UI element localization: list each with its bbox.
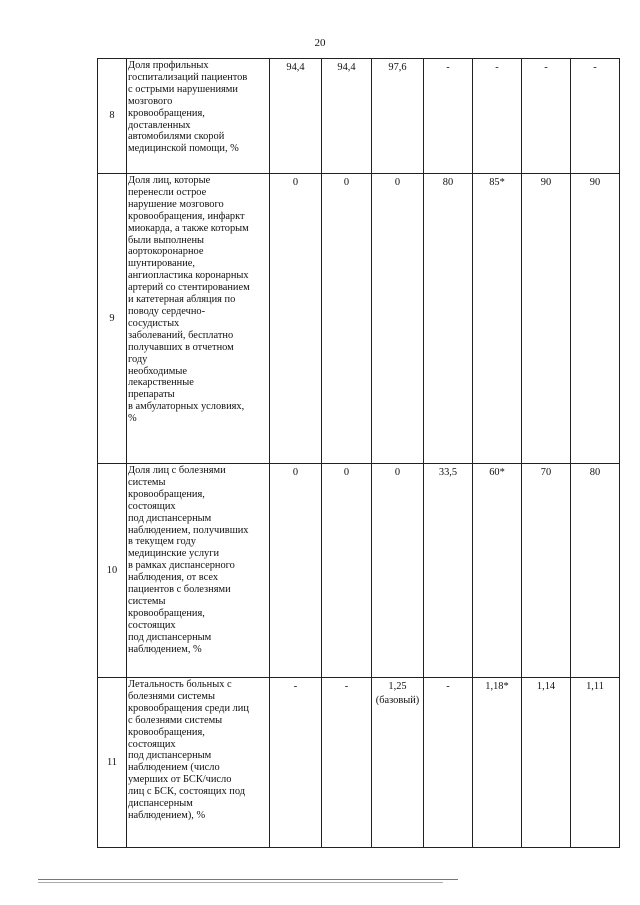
description-line: медицинской помощи, %	[128, 143, 239, 155]
description-line: кровообращения, инфаркт	[128, 210, 245, 222]
value-cell	[424, 678, 473, 848]
description-line: получавших в отчетном	[128, 341, 234, 353]
value-cell	[522, 464, 571, 678]
description-line: кровообращения среди лиц	[128, 702, 249, 714]
description-line: артерий со стентированием	[128, 282, 250, 294]
value-cell	[270, 59, 322, 174]
description-line: состоящих	[128, 619, 176, 631]
description-line: году	[128, 353, 148, 365]
description-line: %	[128, 413, 137, 425]
row-number: 11	[98, 678, 127, 848]
description-line: диспансерным	[128, 798, 193, 810]
description-line: пациентов с болезнями	[128, 584, 231, 596]
value-cell	[571, 174, 620, 464]
description-line: перенесли острое	[128, 186, 207, 198]
description-line: кровообращения,	[128, 726, 205, 738]
value-text: 1,18*	[485, 681, 509, 692]
indicator-description	[127, 59, 270, 174]
description-line: системы	[128, 476, 166, 488]
footer-rule	[38, 879, 458, 880]
value-text: -	[446, 62, 450, 73]
value-text: (базовый)	[375, 694, 420, 706]
description-line: препараты	[128, 389, 175, 401]
value-cell	[473, 464, 522, 678]
description-line: лиц с БСК, состоящих под	[128, 786, 246, 798]
value-cell	[571, 59, 620, 174]
table-row	[98, 464, 620, 678]
description-line: болезнями системы	[128, 690, 215, 702]
description-line: заболеваний, бесплатно	[128, 329, 234, 341]
description-line: наблюдения, от всех	[128, 572, 219, 584]
value-cell	[424, 464, 473, 678]
value-text: 0	[394, 467, 401, 478]
value-cell	[372, 678, 424, 848]
value-cell	[270, 464, 322, 678]
description-line: в текущем году	[128, 536, 196, 548]
description-line: необходимые	[128, 365, 187, 377]
description-line: ангиопластика коронарных	[128, 270, 249, 282]
table-row	[98, 174, 620, 464]
description-line: под диспансерным	[128, 750, 212, 762]
indicators-table	[97, 58, 620, 848]
description-line: поводу сердечно-	[128, 305, 206, 317]
description-line: нарушение мозгового	[128, 198, 224, 210]
description-line: с острыми нарушениями	[128, 83, 238, 95]
value-cell	[522, 174, 571, 464]
value-text: 97,6	[388, 62, 407, 73]
value-text: 90	[540, 177, 552, 188]
indicator-description	[127, 464, 270, 678]
description-line: сосудистых	[128, 317, 180, 329]
value-text: 85*	[489, 177, 505, 188]
description-line: Летальность больных с	[128, 679, 232, 690]
value-cell	[424, 59, 473, 174]
description-line: госпитализаций пациентов	[128, 71, 248, 83]
value-text: 0	[292, 467, 299, 478]
value-text: 0	[343, 467, 350, 478]
value-text: 80	[442, 177, 454, 188]
value-text: 1,14	[536, 681, 556, 692]
value-cell	[473, 678, 522, 848]
description-line: шунтирование,	[128, 258, 195, 270]
value-text: 1,11	[586, 681, 604, 692]
description-line: миокарда, а также которым	[128, 222, 249, 234]
value-cell	[322, 678, 372, 848]
description-line: доставленных	[128, 119, 191, 131]
description-line: умерших от БСК/число	[128, 774, 232, 786]
value-cell	[322, 174, 372, 464]
value-cell	[571, 678, 620, 848]
footer-rule-secondary	[38, 882, 443, 883]
value-cell	[270, 174, 322, 464]
value-text: 0	[394, 177, 401, 188]
description-line: системы	[128, 595, 166, 607]
row-number: 9	[98, 174, 127, 464]
value-cell	[322, 464, 372, 678]
description-line: наблюдением, получивших	[128, 524, 249, 536]
description-line: мозгового	[128, 95, 173, 107]
description-line: состоящих	[128, 500, 176, 512]
description-line: с болезнями системы	[128, 714, 223, 726]
value-cell	[522, 678, 571, 848]
value-cell	[372, 59, 424, 174]
description-line: автомобилями скорой	[128, 131, 225, 143]
value-text: 94,4	[337, 62, 356, 73]
value-cell	[473, 174, 522, 464]
value-cell	[322, 59, 372, 174]
description-line: состоящих	[128, 738, 176, 750]
value-text: -	[293, 681, 298, 692]
description-line: были выполнены	[128, 234, 205, 246]
value-text: -	[593, 62, 597, 73]
value-cell	[571, 464, 620, 678]
value-text: 1,25	[388, 681, 407, 692]
description-line: под диспансерным	[128, 631, 212, 643]
description-line: наблюдением, %	[128, 643, 202, 655]
row-number: 10	[98, 464, 127, 678]
description-line: Доля профильных	[128, 60, 209, 71]
description-line: медицинские услуги	[128, 548, 220, 560]
description-line: кровообращения,	[128, 607, 205, 619]
description-line: под диспансерным	[128, 512, 212, 524]
description-line: в амбулаторных условиях,	[128, 401, 245, 413]
value-text: 80	[589, 467, 601, 478]
description-line: и катетерная абляция по	[128, 294, 236, 306]
description-line: кровообращения,	[128, 107, 205, 119]
indicator-description	[127, 678, 270, 848]
value-text: -	[495, 62, 499, 73]
description-line: наблюдением (число	[128, 762, 220, 774]
value-text: 70	[540, 467, 552, 478]
indicator-description	[127, 174, 270, 464]
table-row	[98, 59, 620, 174]
value-text: -	[344, 681, 349, 692]
value-text: 60*	[489, 467, 505, 478]
value-cell	[424, 174, 473, 464]
value-text: -	[446, 681, 450, 692]
value-text: 0	[292, 177, 299, 188]
value-cell	[270, 678, 322, 848]
table-row	[98, 678, 620, 848]
value-text: -	[544, 62, 548, 73]
value-cell	[372, 174, 424, 464]
value-text: 94,4	[286, 62, 305, 73]
description-line: Доля лиц с болезнями	[128, 465, 226, 476]
description-line: лекарственные	[128, 377, 194, 389]
description-line: в рамках диспансерного	[128, 560, 235, 572]
row-number: 8	[98, 59, 127, 174]
value-cell	[473, 59, 522, 174]
page-number: 20	[314, 37, 326, 49]
value-text: 90	[589, 177, 601, 188]
value-cell	[522, 59, 571, 174]
description-line: наблюдением), %	[128, 809, 206, 821]
value-cell	[372, 464, 424, 678]
value-text: 0	[343, 177, 350, 188]
description-line: кровообращения,	[128, 488, 205, 500]
value-text: 33,5	[438, 467, 458, 478]
description-line: Доля лиц, которые	[128, 175, 211, 186]
description-line: аортокоронарное	[128, 246, 204, 258]
